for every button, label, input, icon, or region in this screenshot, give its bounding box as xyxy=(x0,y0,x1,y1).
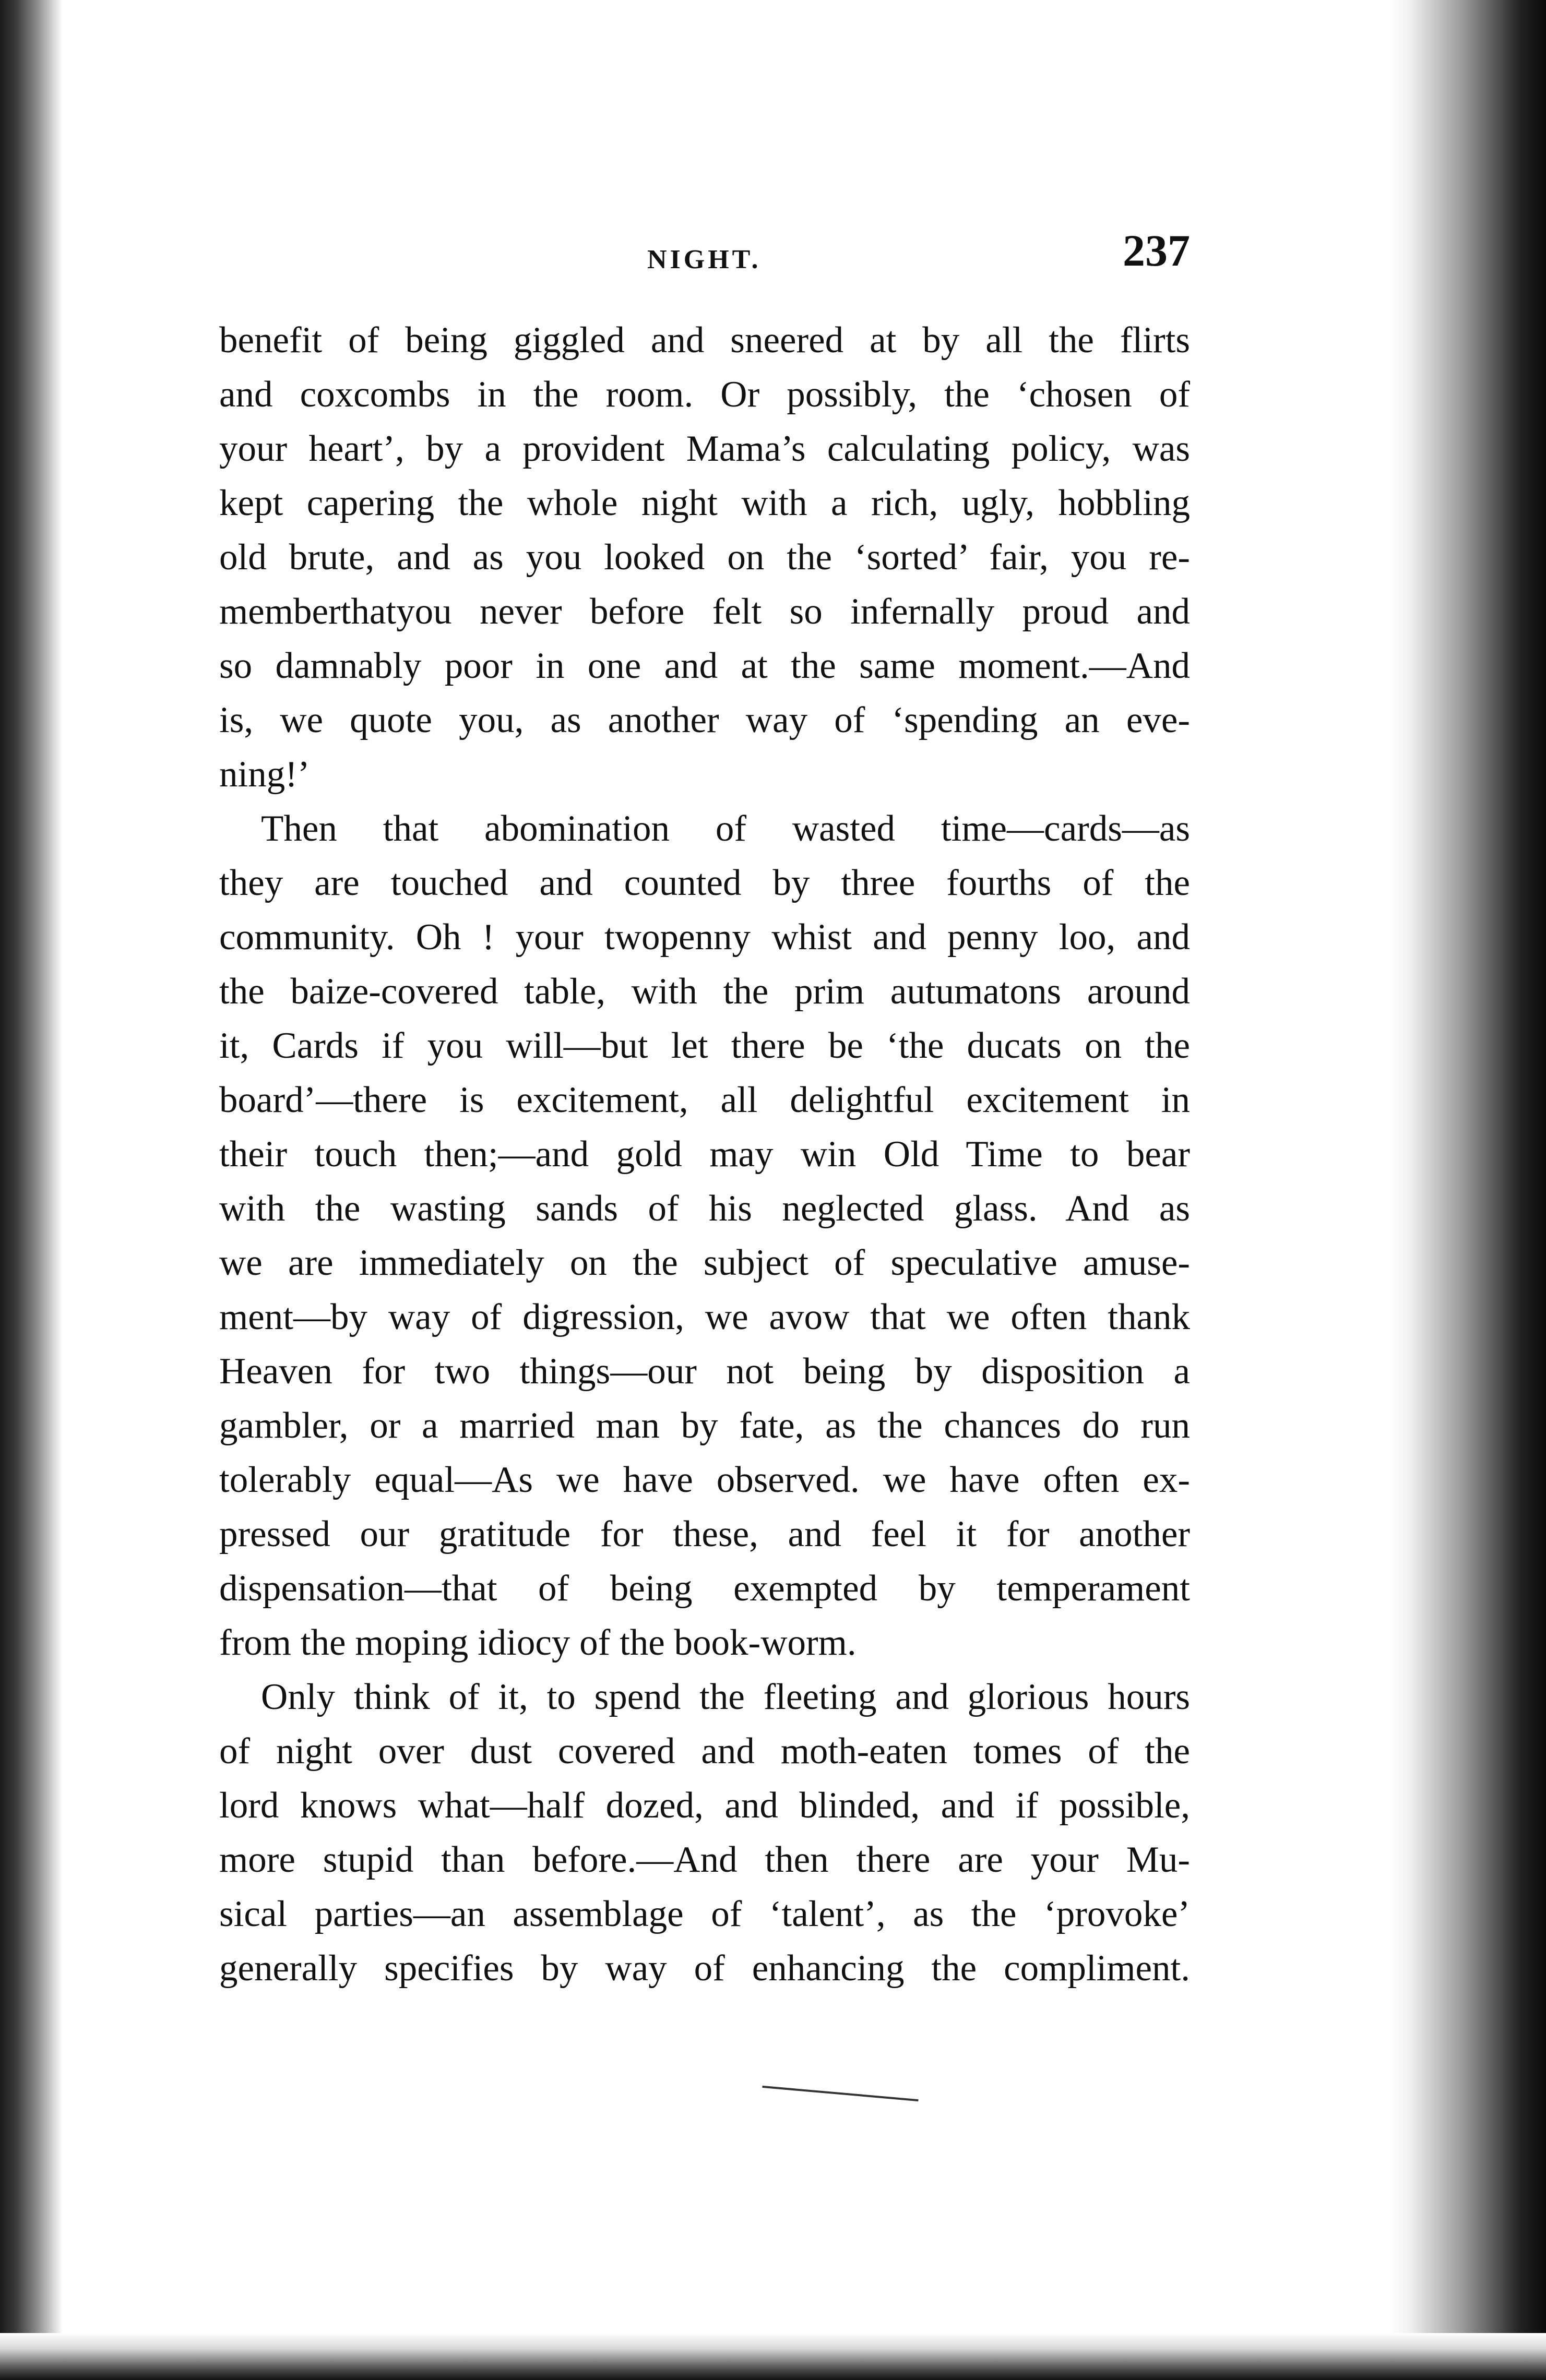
decorative-rule xyxy=(762,2086,918,2101)
text-line: old brute, and as you looked on the ‘sorted’ fair, you re- xyxy=(219,537,1190,578)
text-line: Heaven for two things—our not being by disposition a xyxy=(219,1351,1190,1392)
text-line: so damnably poor in one and at the same moment.—And xyxy=(219,645,1190,686)
text-line: lord knows what—half dozed, and blinded, and if possible, xyxy=(219,1785,1190,1826)
text-line: they are touched and counted by three fourths of the xyxy=(219,863,1190,903)
text-line: memberthatyou never before felt so infernally proud and xyxy=(219,591,1190,632)
text-line: kept capering the whole night with a rich, ugly, hobbling xyxy=(219,483,1190,523)
page-header xyxy=(219,214,1190,277)
text-line: ment—by way of digression, we avow that we often thank xyxy=(219,1297,1190,1337)
text-line: board’—there is excitement, all delightful excitement in xyxy=(219,1080,1190,1120)
text-line: Only think of it, to spend the fleeting and glorious hours xyxy=(261,1677,1190,1717)
text-line: generally specifies by way of enhancing the compliment. xyxy=(219,1948,1190,1989)
text-line: from the moping idiocy of the book-worm. xyxy=(219,1622,857,1663)
text-line: dispensation—that of being exempted by temperament xyxy=(219,1568,1190,1609)
book-page xyxy=(219,214,1190,1989)
text-line: ning!’ xyxy=(219,754,310,795)
text-line: sical parties—an assemblage of ‘talent’, as the ‘provoke’ xyxy=(219,1894,1190,1934)
text-line: their touch then;—and gold may win Old Time to bear xyxy=(219,1134,1190,1175)
scan-edge-left xyxy=(0,0,63,2380)
text-line: Then that abomination of wasted time—cards—as xyxy=(261,808,1190,849)
text-line: gambler, or a married man by fate, as the chances do run xyxy=(219,1405,1190,1446)
text-line: the baize-covered table, with the prim autumatons around xyxy=(219,971,1190,1012)
running-head: NIGHT. xyxy=(647,245,762,274)
text-line: your heart’, by a provident Mama’s calculating policy, was xyxy=(219,428,1190,469)
text-line: is, we quote you, as another way of ‘spending an eve- xyxy=(219,700,1190,740)
text-line: of night over dust covered and moth-eaten tomes of the xyxy=(219,1731,1190,1772)
text-line: tolerably equal—As we have observed. we have often ex- xyxy=(219,1460,1190,1500)
text-line: benefit of being giggled and sneered at by all the flirts xyxy=(219,320,1190,361)
text-line: community. Oh ! your twopenny whist and penny loo, and xyxy=(219,917,1190,958)
body-text xyxy=(219,313,1190,1995)
text-line: more stupid than before.—And then there are your Mu- xyxy=(219,1839,1190,1880)
scan-edge-right xyxy=(1389,0,1546,2380)
scan-edge-bottom xyxy=(0,2333,1546,2380)
page-number: 237 xyxy=(1123,225,1190,276)
text-line: with the wasting sands of his neglected glass. And as xyxy=(219,1188,1190,1229)
text-line: we are immediately on the subject of speculative amuse- xyxy=(219,1242,1190,1283)
text-line: it, Cards if you will—but let there be ‘the ducats on the xyxy=(219,1025,1190,1066)
text-line: pressed our gratitude for these, and feel it for another xyxy=(219,1514,1190,1554)
text-line: and coxcombs in the room. Or possibly, the ‘chosen of xyxy=(219,374,1190,415)
